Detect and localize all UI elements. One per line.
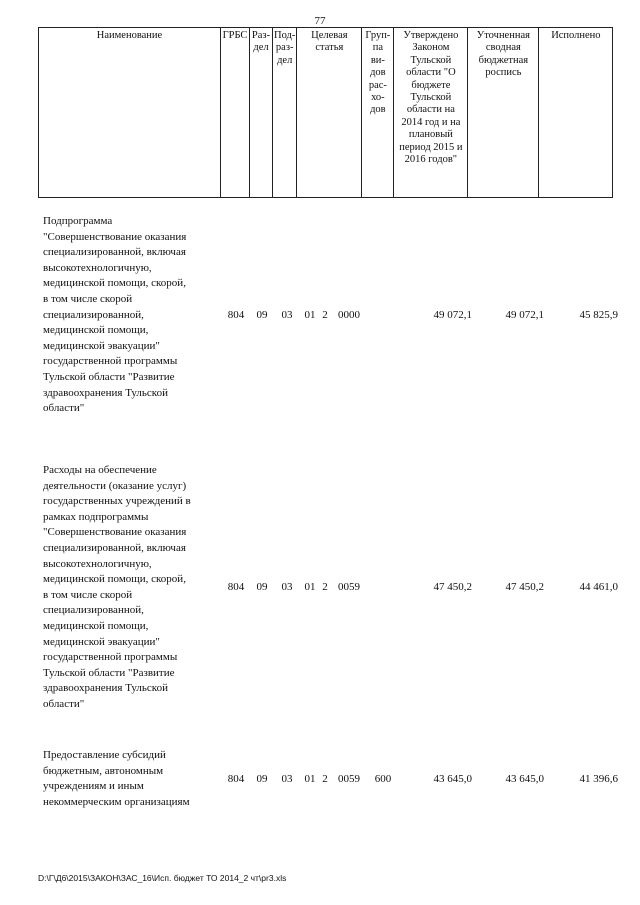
row-name: Подпрограмма "Совершенствование оказания специализированной, включая высокотехнологичную, медицинской помощи, скорой, в том числе скорой специализированной, медицинской помощи, медицинской эвакуации" государственной программы Тульской области "Развитие здравоохранения Тульской области" <box>43 215 187 415</box>
row-executed: 41 396,6 <box>579 773 618 785</box>
row-executed: 44 461,0 <box>579 581 618 593</box>
row-target-code-3: 0059 <box>338 773 360 785</box>
row-approved: 49 072,1 <box>433 309 472 321</box>
row-target-code-2: 2 <box>322 581 328 593</box>
row-podrazdel: 03 <box>281 309 293 321</box>
column-header-utochnennaya: Уточненная сводная бюджетная роспись <box>468 28 539 198</box>
row-razdel: 09 <box>256 773 268 785</box>
row-name: Расходы на обеспечение деятельности (оказание услуг) государственных учреждений в рамках подпрограммы "Совершенствование оказания специализированной, включая высокотехнологичную, медицинской помощи, скорой, в том числе скорой специализированной, медицинской помощи, медицинской эвакуации" государственной программы Тульской области "Развитие здравоохранения Тульской области" <box>43 464 191 710</box>
row-razdel: 09 <box>256 581 268 593</box>
column-header-podrazdel: Под- раз- дел <box>273 28 297 198</box>
row-approved: 43 645,0 <box>433 773 472 785</box>
row-grbs: 804 <box>227 581 245 593</box>
row-podrazdel: 03 <box>281 773 293 785</box>
column-header-celevaya-statya: Целевая статья <box>297 28 362 198</box>
row-executed: 45 825,9 <box>579 309 618 321</box>
column-header-ispolneno: Исполнено <box>539 28 613 198</box>
row-podrazdel: 03 <box>281 581 293 593</box>
row-grbs: 804 <box>227 309 245 321</box>
row-razdel: 09 <box>256 309 268 321</box>
row-revised: 49 072,1 <box>505 309 544 321</box>
row-approved: 47 450,2 <box>433 581 472 593</box>
row-expense-type: 600 <box>374 773 392 785</box>
column-header-gruppa-vidov: Груп- па ви- дов рас- хо- дов <box>362 28 394 198</box>
column-header-grbs: ГРБС <box>221 28 250 198</box>
row-target-code-1: 01 <box>304 309 316 321</box>
table-header <box>38 27 613 198</box>
row-revised: 47 450,2 <box>505 581 544 593</box>
page-number: 77 <box>314 15 326 27</box>
row-grbs: 804 <box>227 773 245 785</box>
row-revised: 43 645,0 <box>505 773 544 785</box>
column-header-razdel: Раз- дел <box>250 28 273 198</box>
row-target-code-2: 2 <box>322 309 328 321</box>
row-name: Предоставление субсидий бюджетным, автономным учреждениям и иным некоммерческим организациям <box>43 749 190 808</box>
row-target-code-2: 2 <box>322 773 328 785</box>
file-path-footer: D:\Г\Д6\2015\ЗАКОН\ЗАС_16\Исп. бюджет ТО 2014_2 чт\pr3.xls <box>38 873 287 883</box>
column-header-utverzhdeno: Утверждено Законом Тульской области "О бюджете Тульской области на 2014 год и на плановый период 2015 и 2016 годов" <box>394 28 468 198</box>
row-target-code-3: 0059 <box>338 581 360 593</box>
row-target-code-3: 0000 <box>338 309 360 321</box>
row-target-code-1: 01 <box>304 581 316 593</box>
column-header-name: Наименование <box>39 28 221 198</box>
row-target-code-1: 01 <box>304 773 316 785</box>
